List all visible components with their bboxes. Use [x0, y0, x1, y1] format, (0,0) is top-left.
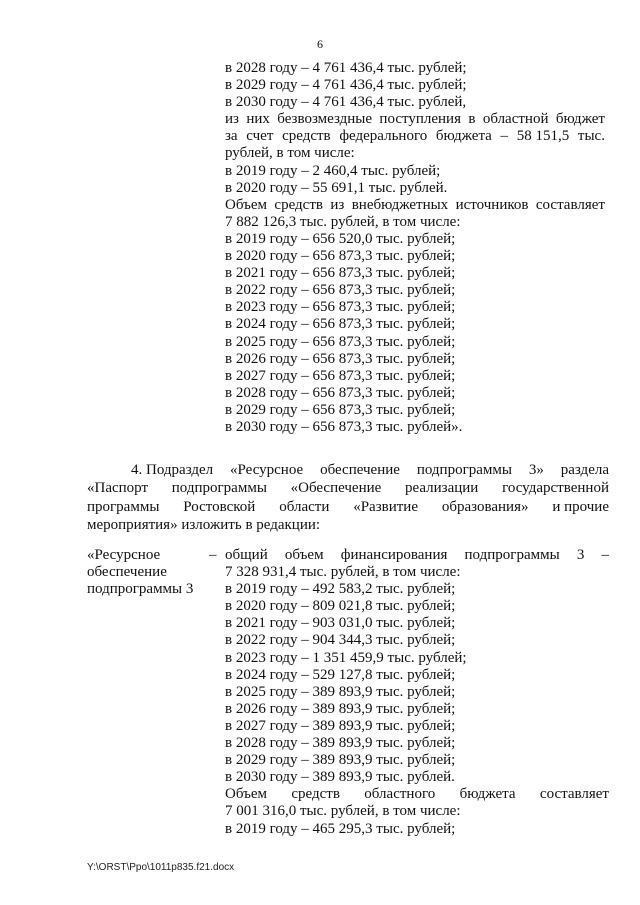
regional-intro-line: Объем средств областного бюджета составляет: [225, 786, 609, 803]
year-line: в 2020 году – 55 691,1 тыс. рублей.: [225, 179, 448, 196]
word: из: [330, 196, 345, 213]
year-line: в 2030 году – 4 761 436,4 тыс. рублей,: [225, 94, 467, 111]
total-amount-line: 7 328 931,4 тыс. рублей, в том числе:: [225, 564, 461, 581]
word: источников: [455, 196, 529, 213]
year-line: в 2029 году – 656 873,3 тыс. рублей;: [225, 401, 456, 418]
page-number: 6: [317, 37, 323, 51]
year-line: в 2027 году – 389 893,9 тыс. рублей;: [225, 717, 456, 734]
year-line: в 2025 году – 656 873,3 тыс. рублей;: [225, 333, 456, 350]
word: федерального: [339, 128, 428, 145]
year-line: в 2024 году – 656 873,3 тыс. рублей;: [225, 316, 456, 333]
year-line: в 2023 году – 1 351 459,9 тыс. рублей;: [225, 649, 467, 666]
year-line: в 2026 году – 389 893,9 тыс. рублей;: [225, 700, 456, 717]
word: бюджет: [555, 111, 605, 128]
label-line: подпрограммы 3: [87, 581, 194, 598]
year-line: в 2019 году – 465 295,3 тыс. рублей;: [225, 820, 456, 837]
year-line: в 2020 году – 809 021,8 тыс. рублей;: [225, 598, 456, 615]
extrabudget-intro-line: [225, 197, 605, 214]
word: внебюджетных: [351, 196, 449, 213]
year-line: в 2019 году – 2 460,4 тыс. рублей;: [225, 162, 441, 179]
year-line: в 2028 году – 4 761 436,4 тыс. рублей;: [225, 60, 467, 76]
year-line: в 2030 году – 389 893,9 тыс. рублей.: [225, 769, 455, 786]
word: средств: [274, 196, 323, 213]
year-line: в 2029 году – 4 761 436,4 тыс. рублей;: [225, 77, 467, 94]
paragraph-line: мероприятия» изложить в редакции:: [87, 516, 321, 533]
word: в: [468, 111, 476, 128]
word: из: [225, 111, 239, 128]
word: составляет: [535, 196, 605, 213]
year-line: в 2019 году – 656 520,0 тыс. рублей;: [225, 230, 456, 247]
year-line: в 2021 году – 903 031,0 тыс. рублей;: [225, 615, 456, 632]
year-line: в 2030 году – 656 873,3 тыс. рублей».: [225, 418, 463, 435]
funding-block-continued: [225, 60, 605, 436]
label-dash: –: [209, 547, 217, 563]
word: безвозмездные: [277, 111, 373, 128]
amendment-paragraph: [87, 461, 609, 534]
label-line: обеспечение: [87, 564, 167, 581]
word: средств: [282, 128, 331, 145]
subprogram-3-funding-block: [225, 547, 609, 838]
year-line: в 2025 году – 389 893,9 тыс. рублей;: [225, 683, 456, 700]
federal-intro-line: [225, 111, 605, 128]
paragraph-line: программы Ростовской области «Развитие образования» и прочие: [87, 498, 609, 515]
year-line: в 2022 году – 904 344,3 тыс. рублей;: [225, 632, 456, 649]
word: за: [225, 128, 238, 145]
year-line: в 2029 году – 389 893,9 тыс. рублей;: [225, 752, 456, 769]
year-line: в 2020 году – 656 873,3 тыс. рублей;: [225, 248, 456, 265]
paragraph-line: 4. Подраздел «Ресурсное обеспечение подпрограммы 3» раздела: [131, 462, 609, 478]
year-line: в 2027 году – 656 873,3 тыс. рублей;: [225, 367, 456, 384]
year-line: в 2026 году – 656 873,3 тыс. рублей;: [225, 350, 456, 367]
total-intro-line: общий объем финансирования подпрограммы 3 –: [225, 547, 609, 563]
word: –: [500, 128, 509, 145]
regional-total-line: 7 001 316,0 тыс. рублей, в том числе:: [225, 803, 461, 820]
word: них: [246, 111, 270, 128]
word: областной: [482, 111, 549, 128]
label-line: «Ресурсное: [87, 547, 161, 563]
word: счет: [246, 128, 274, 145]
year-line: в 2023 году – 656 873,3 тыс. рублей;: [225, 299, 456, 316]
word: 58 151,5: [516, 128, 570, 145]
extrabudget-total-line: 7 882 126,3 тыс. рублей, в том числе:: [225, 213, 461, 230]
year-line: в 2028 году – 656 873,3 тыс. рублей;: [225, 384, 456, 401]
table-label-column: [87, 547, 217, 598]
federal-tail-line: рублей, в том числе:: [225, 145, 355, 162]
word: поступления: [379, 111, 461, 128]
paragraph-line: «Паспорт подпрограммы «Обеспечение реализации государственной: [87, 480, 609, 497]
year-line: в 2019 году – 492 583,2 тыс. рублей;: [225, 581, 456, 598]
year-line: в 2028 году – 389 893,9 тыс. рублей;: [225, 735, 456, 752]
federal-amount-line: [225, 128, 605, 145]
word: бюджета: [435, 128, 492, 145]
year-line: в 2021 году – 656 873,3 тыс. рублей;: [225, 265, 456, 282]
word: тыс.: [577, 128, 605, 145]
file-path-footer: Y:\ORST\Ppo\1011p835.f21.docx: [87, 862, 235, 873]
word: Объем: [225, 196, 267, 213]
year-line: в 2022 году – 656 873,3 тыс. рублей;: [225, 282, 456, 299]
year-line: в 2024 году – 529 127,8 тыс. рублей;: [225, 666, 456, 683]
